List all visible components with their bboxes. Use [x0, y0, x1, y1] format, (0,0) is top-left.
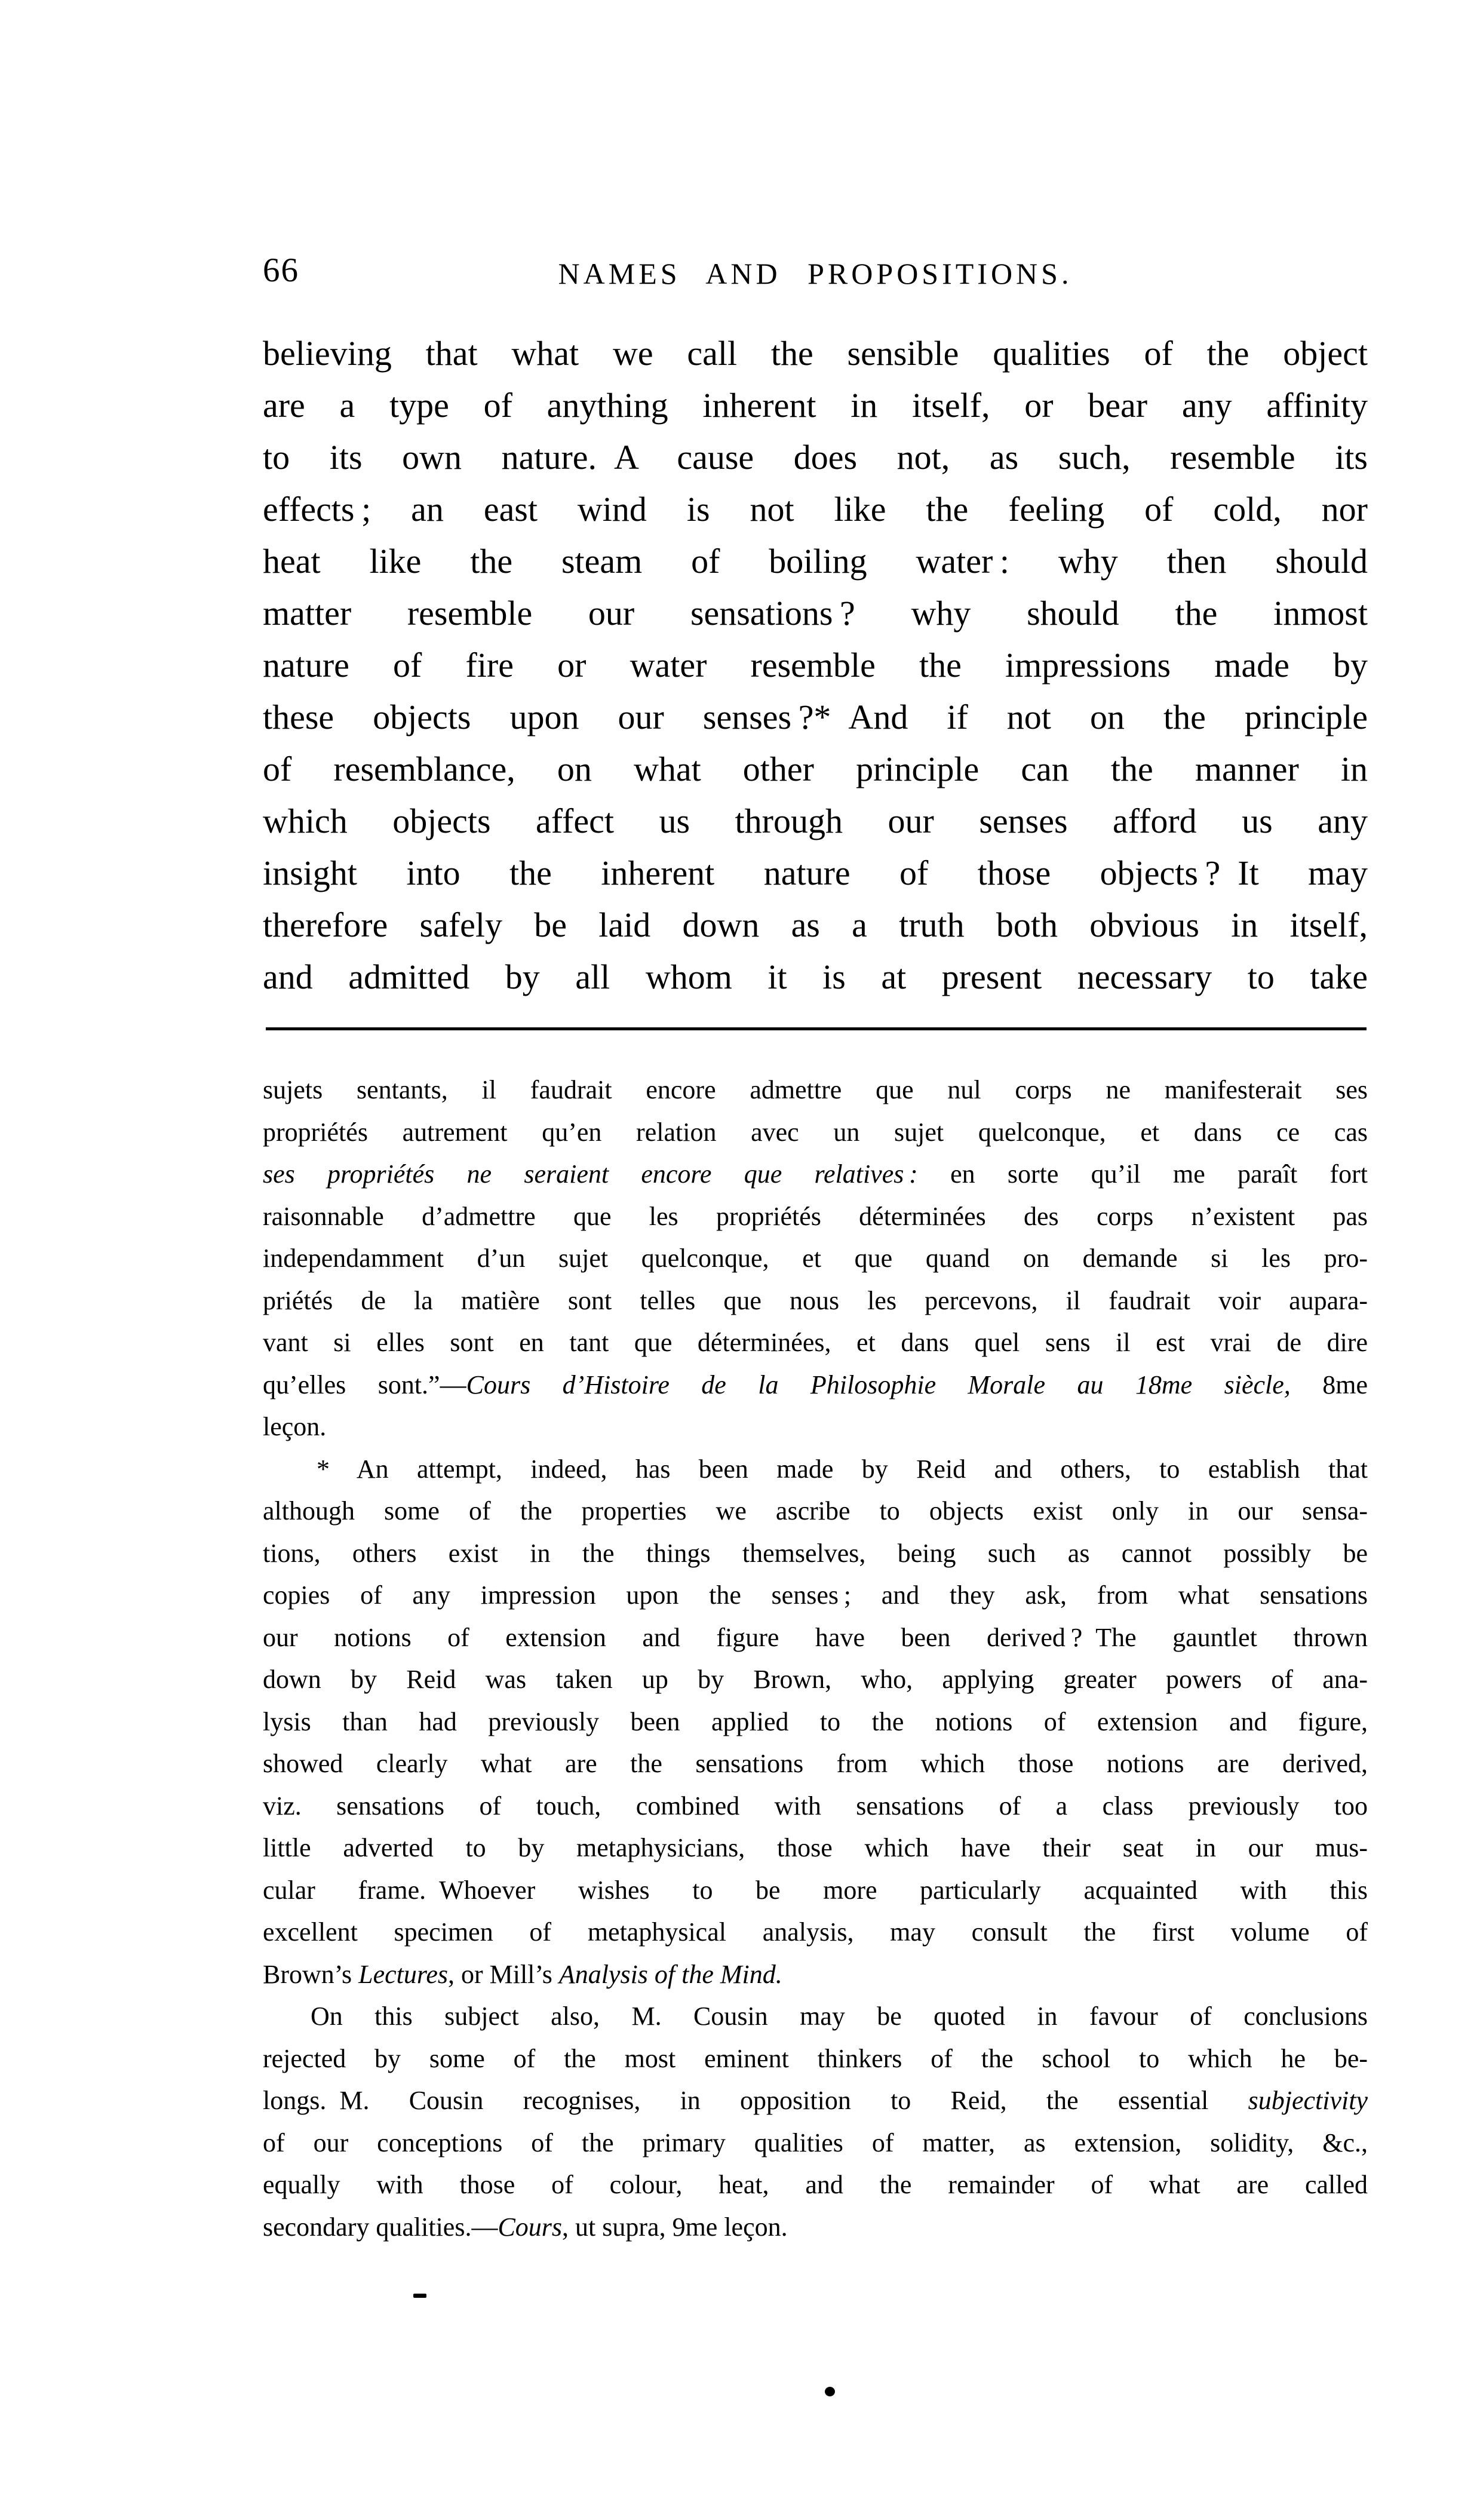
text-segment: * An attempt, indeed, has been made by Reid and others, to establish that — [317, 1454, 1368, 1484]
text-segment: although some of the properties we ascribe to objects exist only in our sensa- — [263, 1496, 1368, 1525]
text-segment: and admitted by all whom it is at present necessary to take — [263, 957, 1368, 996]
text-line — [263, 587, 1368, 639]
text-line — [263, 795, 1368, 847]
text-segment: are a type of anything inherent in itself, or bear any affinity — [263, 386, 1368, 425]
text-line — [263, 1153, 1368, 1196]
text-segment: secondary qualities.— — [263, 2212, 498, 2242]
text-line — [263, 2164, 1368, 2206]
text-line — [263, 1448, 1368, 1491]
text-line — [263, 1617, 1368, 1659]
text-line — [263, 951, 1368, 1003]
text-line — [263, 1659, 1368, 1701]
text-line — [263, 2206, 1368, 2249]
text-segment: of resemblance, on what other principle can the manner in — [263, 750, 1368, 788]
text-line — [263, 1574, 1368, 1617]
text-segment: , or Mill’s — [448, 1959, 559, 1989]
text-line — [263, 1785, 1368, 1828]
text-line — [263, 1996, 1368, 2038]
text-segment: of our conceptions of the primary qualities of matter, as extension, solidity, &c., — [263, 2128, 1368, 2157]
text-segment: leçon. — [263, 1412, 327, 1441]
text-line — [263, 639, 1368, 691]
text-segment: rejected by some of the most eminent thinkers of the school to which he be- — [263, 2043, 1368, 2073]
text-line — [263, 2038, 1368, 2080]
text-segment: effects ; an east wind is not like the feeling of cold, nor — [263, 490, 1368, 529]
main-paragraph — [263, 327, 1368, 1003]
italic-text-segment: ses propriétés ne seraient encore que relatives : — [263, 1159, 918, 1189]
text-segment: vant si elles sont en tant que déterminées, et dans quel sens il est vrai de dire — [263, 1328, 1368, 1357]
text-line — [263, 691, 1368, 743]
text-segment: equally with those of colour, heat, and the remainder of what are called — [263, 2170, 1368, 2199]
footnotes-section — [263, 1069, 1368, 2248]
text-line — [263, 379, 1368, 431]
text-segment: independamment d’un sujet quelconque, et que quand on demande si les pro- — [263, 1244, 1368, 1273]
text-segment: , ut supra, 9me leçon. — [562, 2212, 788, 2242]
text-line — [263, 1870, 1368, 1912]
text-line — [263, 743, 1368, 795]
text-segment: therefore safely be laid down as a truth both obvious in itself, — [263, 906, 1368, 944]
text-line — [263, 1743, 1368, 1785]
text-segment: sujets sentants, il faudrait encore admettre que nul corps ne manifesterait ses — [263, 1075, 1368, 1104]
text-segment: priétés de la matière sont telles que nous les percevons, il faudrait voir aupara- — [263, 1285, 1368, 1315]
text-segment: lysis than had previously been applied to the notions of extension and figure, — [263, 1706, 1368, 1736]
page-header — [263, 252, 1368, 295]
text-segment: showed clearly what are the sensations from which those notions are derived, — [263, 1749, 1368, 1778]
text-line — [263, 1911, 1368, 1954]
text-line — [263, 1701, 1368, 1744]
text-line — [263, 1069, 1368, 1112]
text-segment: to its own nature. A cause does not, as such, resemble its — [263, 438, 1368, 477]
text-line — [263, 1112, 1368, 1154]
text-segment: little adverted to by metaphysicians, those which have their seat in our mus- — [263, 1833, 1368, 1862]
text-line — [263, 2122, 1368, 2165]
text-line — [263, 1533, 1368, 1575]
text-line — [263, 1280, 1368, 1322]
text-segment: heat like the steam of boiling water : why then should — [263, 542, 1368, 581]
text-segment: Brown’s — [263, 1959, 359, 1989]
footnote-cousin-note — [263, 1996, 1368, 2248]
running-title: NAMES AND PROPOSITIONS. — [558, 257, 1073, 290]
page-number: 66 — [263, 251, 299, 289]
text-line — [263, 1406, 1368, 1448]
text-segment: 8me — [1290, 1370, 1368, 1399]
text-line — [263, 1490, 1368, 1533]
italic-text-segment: Cours — [498, 2212, 563, 2242]
text-segment: down by Reid was taken up by Brown, who, applying greater powers of ana- — [263, 1665, 1368, 1694]
text-segment: longs. M. Cousin recognises, in opposition to Reid, the essential — [263, 2086, 1248, 2115]
ink-speck-dot — [825, 2387, 835, 2396]
text-line — [263, 2080, 1368, 2122]
text-segment: copies of any impression upon the senses ; and they ask, from what sensations — [263, 1580, 1368, 1610]
footnote-star-note — [263, 1448, 1368, 1996]
text-line — [263, 1322, 1368, 1364]
text-line — [263, 1827, 1368, 1870]
text-segment: raisonnable d’admettre que les propriétés déterminées des corps n’existent pas — [263, 1201, 1368, 1231]
italic-text-segment: Cours d’Histoire de la Philosophie Morale au 18me siècle, — [466, 1370, 1291, 1399]
italic-text-segment: Lectures — [358, 1959, 449, 1989]
text-segment: cular frame. Whoever wishes to be more particularly acquainted with this — [263, 1875, 1368, 1905]
text-segment: On this subject also, M. Cousin may be quoted in favour of conclusions — [311, 2002, 1368, 2031]
italic-text-segment: Analysis of the Mind. — [558, 1959, 782, 1989]
text-segment: insight into the inherent nature of those objects ? It may — [263, 854, 1368, 892]
text-line — [263, 431, 1368, 483]
text-line — [263, 1364, 1368, 1407]
text-line — [263, 1196, 1368, 1238]
text-segment: qu’elles sont.”— — [263, 1370, 466, 1399]
text-line — [263, 899, 1368, 951]
text-segment: nature of fire or water resemble the impressions made by — [263, 646, 1368, 685]
italic-text-segment: subjectivity — [1248, 2086, 1368, 2115]
text-line — [263, 327, 1368, 379]
text-segment: excellent specimen of metaphysical analysis, may consult the first volume of — [263, 1917, 1368, 1947]
text-segment: tions, others exist in the things themselves, being such as cannot possibly be — [263, 1538, 1368, 1568]
text-line — [263, 847, 1368, 899]
text-line — [263, 1954, 1368, 1996]
text-line — [263, 483, 1368, 535]
text-line — [263, 1238, 1368, 1280]
text-segment: our notions of extension and figure have been derived ? The gauntlet thrown — [263, 1622, 1368, 1652]
text-line — [263, 535, 1368, 587]
footnote-separator-rule — [266, 1027, 1367, 1030]
text-segment: propriétés autrement qu’en relation avec un sujet quelconque, et dans ce cas — [263, 1117, 1368, 1147]
text-segment: viz. sensations of touch, combined with sensations of a class previously too — [263, 1791, 1368, 1821]
text-segment: matter resemble our sensations ? why should the inmost — [263, 594, 1368, 633]
text-segment: believing that what we call the sensible qualities of the object — [263, 334, 1368, 373]
ink-speck-dash — [413, 2294, 426, 2298]
footnote-continuation-french — [263, 1069, 1368, 1448]
text-segment: these objects upon our senses ?* And if not on the principle — [263, 698, 1368, 736]
text-segment: en sorte qu’il me paraît fort — [917, 1159, 1368, 1189]
text-segment: which objects affect us through our senses afford us any — [263, 802, 1368, 840]
